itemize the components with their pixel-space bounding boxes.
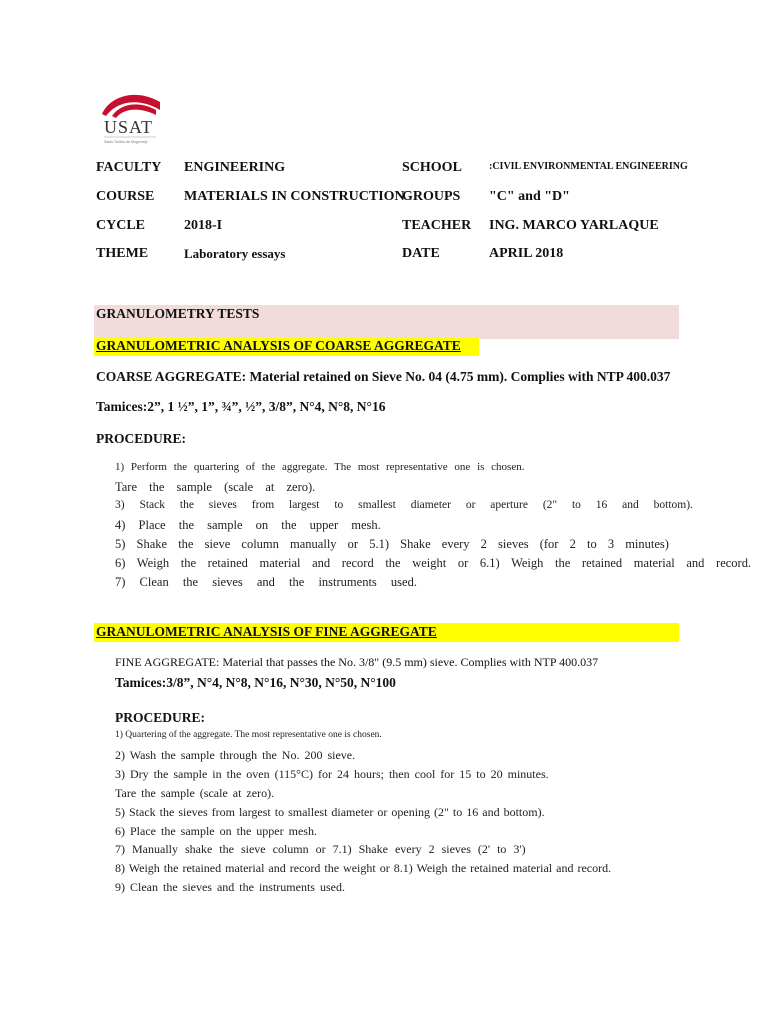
coarse-step: 6) Weigh the retained material and record the weight or 6.1) Weigh the retained material and record. <box>115 556 752 570</box>
fine-step: 9) Clean the sieves and the instruments used. <box>115 880 345 894</box>
fine-step: 6) Place the sample on the upper mesh. <box>115 824 317 838</box>
cycle-label: CYCLE <box>96 218 146 233</box>
faculty-value: ENGINEERING <box>184 160 286 175</box>
coarse-procedure-label: PROCEDURE: <box>96 431 186 446</box>
fine-step: 8) Weigh the retained material and record the weight or 8.1) Weigh the retained material and record. <box>115 861 612 875</box>
coarse-step: 5) Shake the sieve column manually or 5.1) Shake every 2 sieves (for 2 to 3 minutes) <box>115 537 669 551</box>
teacher-value: ING. MARCO YARLAQUE <box>489 218 659 233</box>
fine-step: Tare the sample (scale at zero). <box>115 786 275 800</box>
coarse-step: 7) Clean the sieves and the instruments used. <box>115 575 417 589</box>
date-label: DATE <box>402 246 440 261</box>
faculty-label: FACULTY <box>96 160 162 175</box>
course-label: COURSE <box>96 189 155 204</box>
coarse-step: 3) Stack the sieves from largest to smallest diameter or aperture (2" to 16 and bottom). <box>115 499 693 511</box>
svg-text:USAT: USAT <box>104 117 154 137</box>
groups-value: "C" and "D" <box>489 189 570 204</box>
fine-subheading: GRANULOMETRIC ANALYSIS OF FINE AGGREGATE <box>96 624 437 639</box>
usat-logo <box>96 88 164 146</box>
usat-logo-graphic <box>96 88 164 146</box>
groups-label: GROUPS <box>402 189 461 204</box>
date-value: APRIL 2018 <box>489 246 564 261</box>
coarse-description: COARSE AGGREGATE: Material retained on Sieve No. 04 (4.75 mm). Complies with NTP 400.037 <box>96 369 671 384</box>
fine-step: 2) Wash the sample through the No. 200 sieve. <box>115 748 356 762</box>
coarse-step: Tare the sample (scale at zero). <box>115 480 316 494</box>
theme-label: THEME <box>96 246 149 261</box>
section-heading: GRANULOMETRY TESTS <box>96 306 260 321</box>
cycle-value: 2018-I <box>184 218 223 233</box>
course-value: MATERIALS IN CONSTRUCTION <box>184 189 405 204</box>
fine-procedure-label: PROCEDURE: <box>115 710 205 725</box>
theme-value: Laboratory essays <box>184 246 286 261</box>
coarse-subheading: GRANULOMETRIC ANALYSIS OF COARSE AGGREGATE <box>96 338 461 353</box>
fine-step: 5) Stack the sieves from largest to smallest diameter or opening (2" to 16 and bottom). <box>115 805 545 819</box>
coarse-step: 4) Place the sample on the upper mesh. <box>115 518 381 532</box>
school-label: SCHOOL <box>402 160 462 175</box>
svg-text:Santo Toribio de Mogrovejo: Santo Toribio de Mogrovejo <box>104 140 148 144</box>
fine-step: 7) Manually shake the sieve column or 7.1) Shake every 2 sieves (2' to 3') <box>115 842 526 856</box>
fine-description: FINE AGGREGATE: Material that passes the No. 3/8" (9.5 mm) sieve. Complies with NTP 400.037 <box>115 655 599 669</box>
school-value: :CIVIL ENVIRONMENTAL ENGINEERING <box>489 161 688 172</box>
fine-sieves: Tamices:3/8”, N°4, N°8, N°16, N°30, N°50, N°100 <box>115 675 396 690</box>
fine-step: 1) Quartering of the aggregate. The most representative one is chosen. <box>115 730 382 740</box>
teacher-label: TEACHER <box>402 218 472 233</box>
coarse-sieves: Tamices:2”, 1 ½”, 1”, ¾”, ½”, 3/8”, N°4, N°8, N°16 <box>96 399 386 414</box>
coarse-step: 1) Perform the quartering of the aggregate. The most representative one is chosen. <box>115 461 525 473</box>
fine-step: 3) Dry the sample in the oven (115°C) for 24 hours; then cool for 15 to 20 minutes. <box>115 767 549 781</box>
